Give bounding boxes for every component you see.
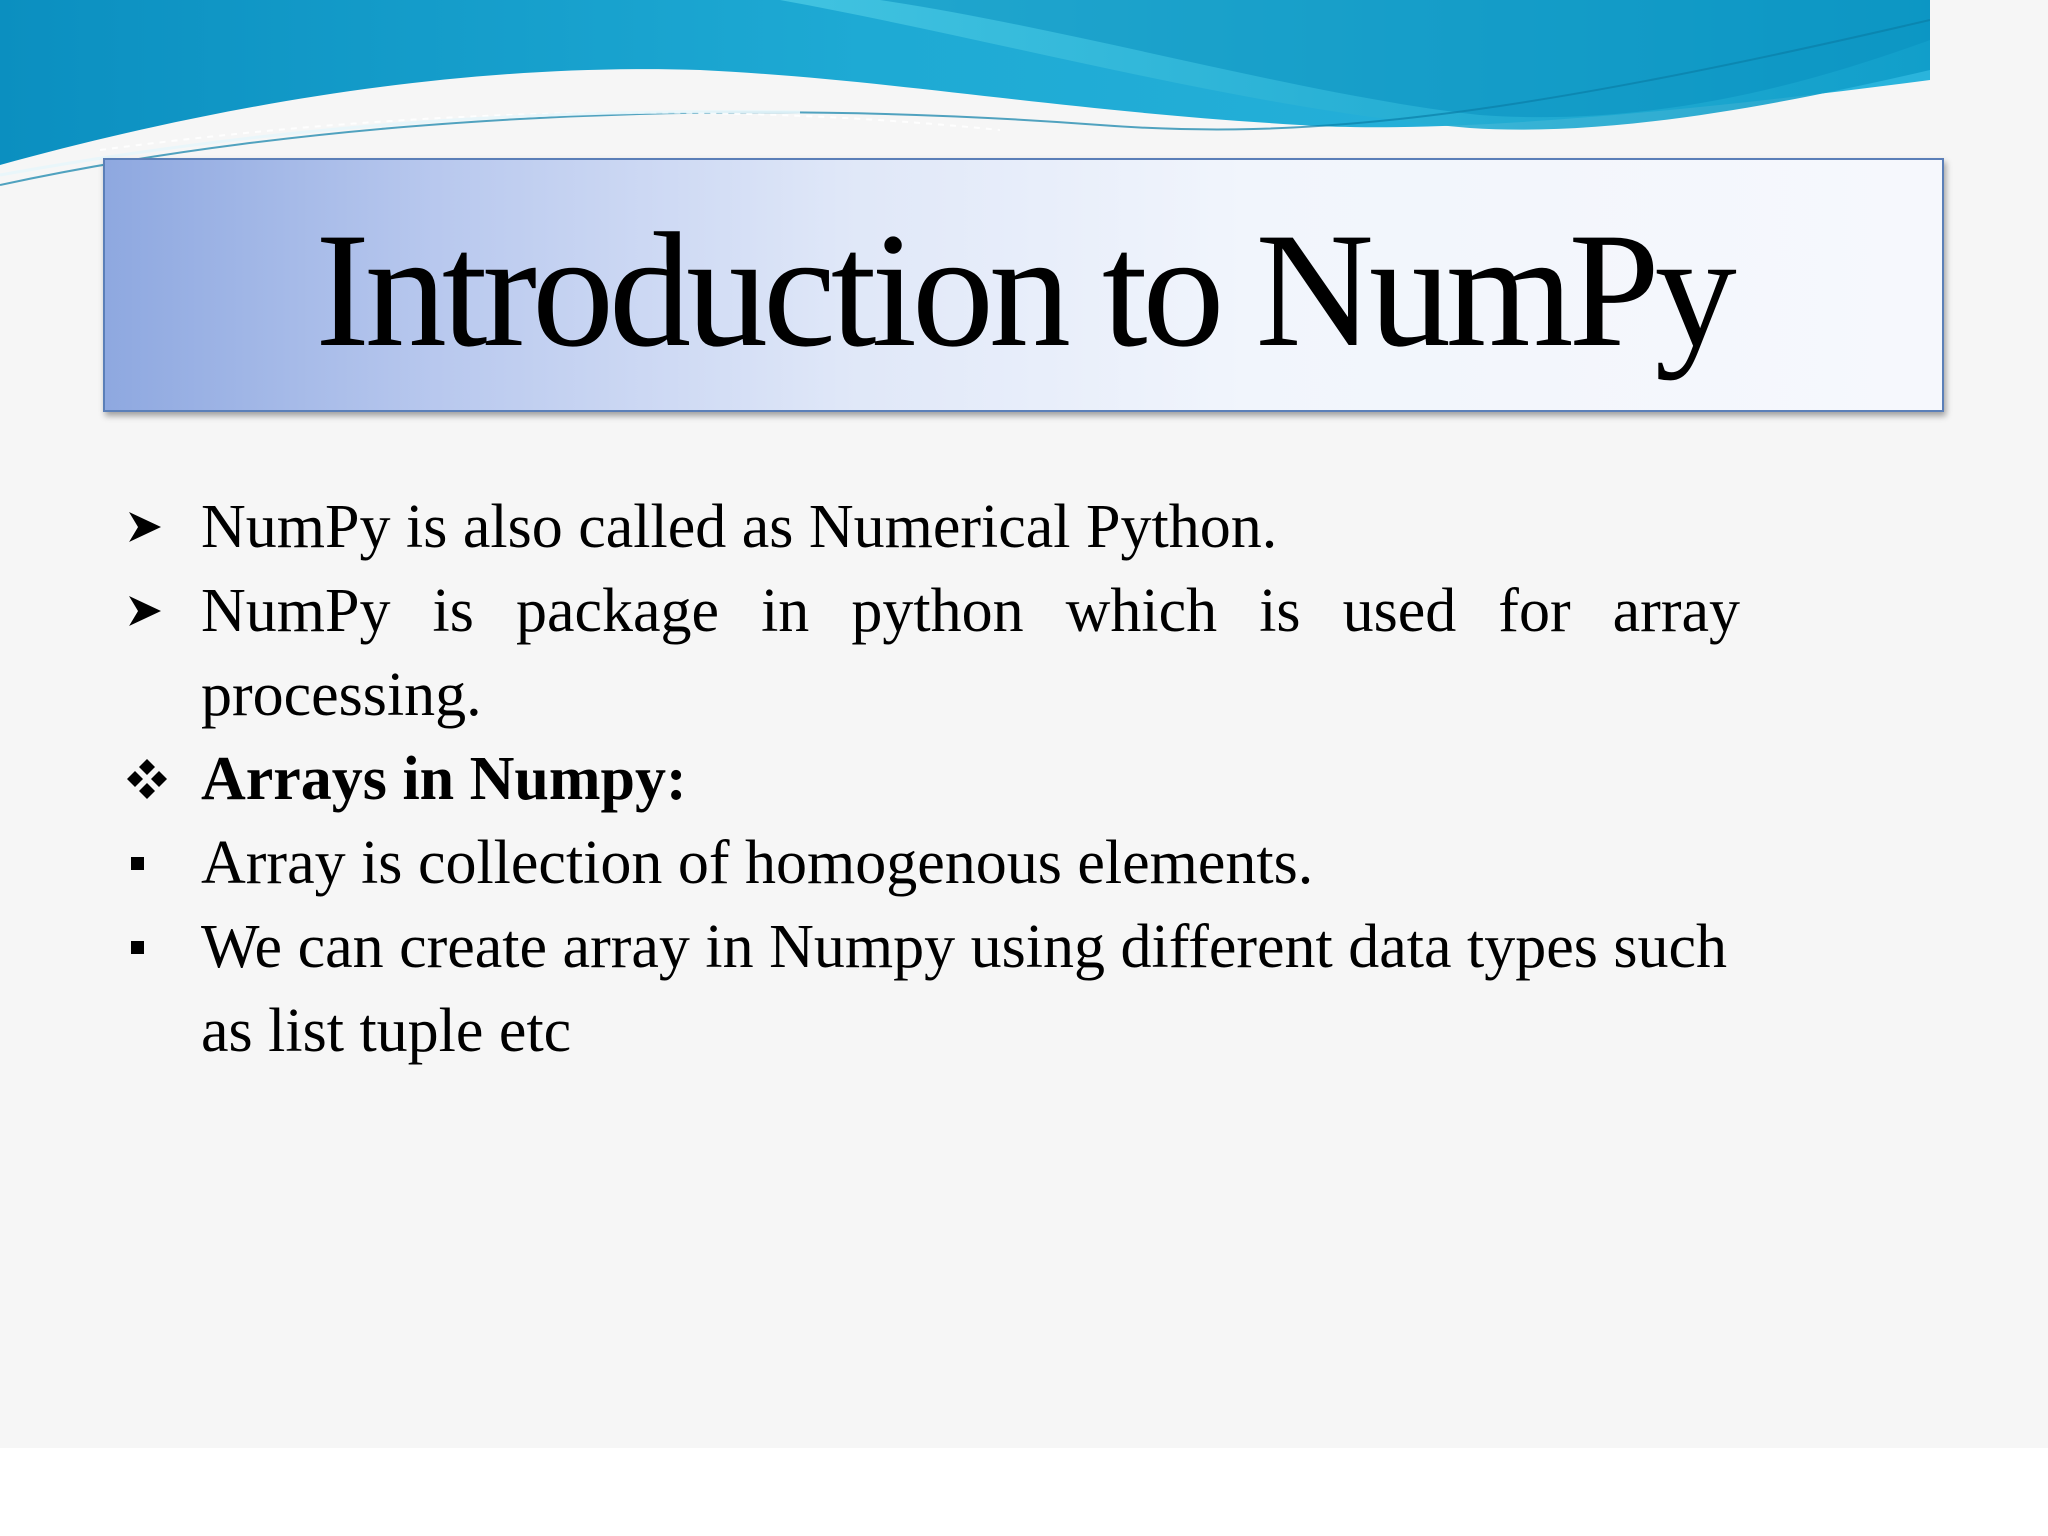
- arrow-bullet-icon: [125, 569, 185, 653]
- list-item: [125, 905, 1740, 1073]
- list-item-text: Array is collection of homogenous elements.: [201, 829, 1314, 897]
- list-item-text: NumPy is package in python which is used for array processing.: [201, 577, 1740, 729]
- list-item-text: NumPy is also called as Numerical Python.: [201, 493, 1278, 561]
- arrow-bullet-icon: [125, 485, 185, 569]
- slide-title: Introduction to NumPy: [315, 200, 1732, 381]
- square-bullet-icon: [125, 905, 185, 989]
- diamond-bullet-icon: [125, 737, 185, 821]
- bullet-list: [125, 485, 1740, 1073]
- list-item: [125, 737, 1740, 821]
- title-banner: [103, 158, 1944, 412]
- list-item: [125, 485, 1740, 569]
- list-item-text: We can create array in Numpy using different data types such as list tuple etc: [201, 913, 1728, 1065]
- list-item: [125, 569, 1740, 737]
- square-bullet-icon: [125, 821, 185, 905]
- section-heading: Arrays in Numpy:: [201, 745, 687, 813]
- list-item: [125, 821, 1740, 905]
